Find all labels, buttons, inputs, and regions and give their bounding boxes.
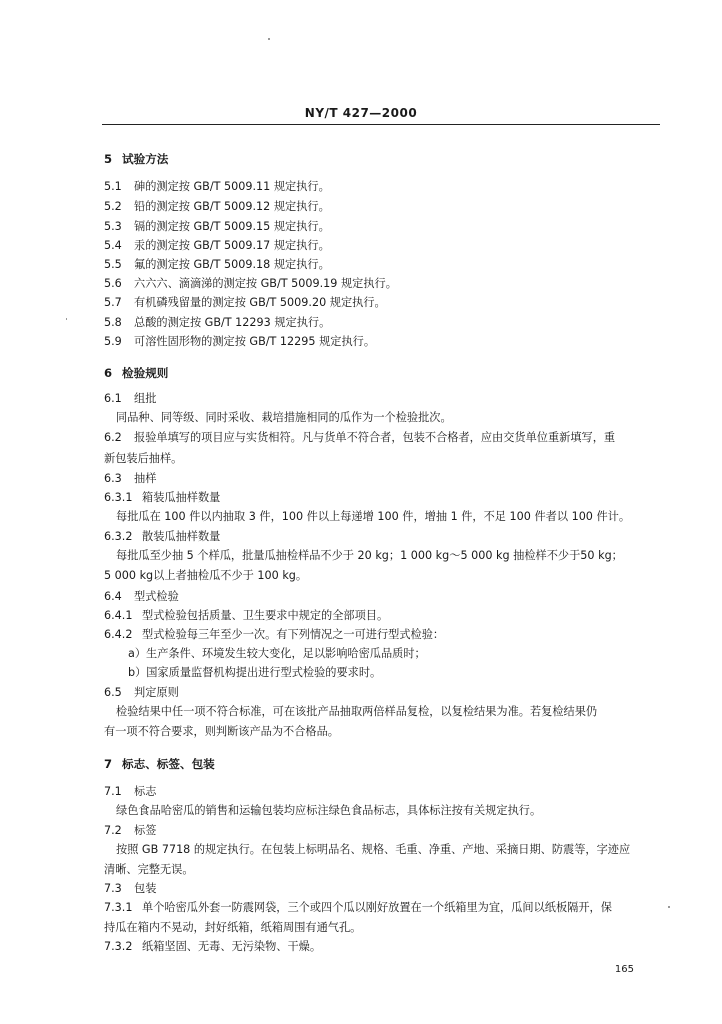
clause-6-1 [104, 392, 156, 406]
clause-6-3-2 [104, 530, 220, 544]
clause-5-8 [104, 316, 330, 330]
clause-number: 5.8 [104, 316, 122, 329]
clause-text: 型式检验包括质量、卫生要求中规定的全部项目。 [142, 609, 389, 622]
clause-7-2-cont: 清晰、完整无误。 [104, 863, 194, 876]
clause-number: 6.3.1 [104, 491, 133, 504]
section-7-heading [104, 757, 215, 771]
clause-text: 六六六、滴滴涕的测定按 GB/T 5009.19 规定执行。 [134, 277, 397, 290]
clause-text: 镉的测定按 GB/T 5009.15 规定执行。 [134, 220, 330, 233]
clause-7-3-1-cont: 持瓜在箱内不晃动，封好纸箱，纸箱周围有通气孔。 [104, 921, 362, 934]
clause-number: 6.4.1 [104, 609, 133, 622]
clause-6-3-1 [104, 491, 220, 505]
clause-6-4 [104, 590, 179, 604]
clause-6-4-1 [104, 609, 388, 623]
scan-speck [268, 38, 270, 40]
clause-title: 标签 [134, 824, 157, 837]
clause-6-3-2-body: 每批瓜至少抽 5 个样瓜，批量瓜抽检样品不少于 20 kg；1 000 kg～5 000 kg 抽检样不少于50 kg； [116, 549, 623, 562]
clause-title: 散装瓜抽样数量 [142, 530, 221, 543]
list-item-a: a）生产条件、环境发生较大变化，足以影响哈密瓜品质时； [128, 647, 426, 660]
clause-number: 6.3 [104, 472, 122, 485]
clause-7-1-body: 绿色食品哈密瓜的销售和运输包装均应标注绿色食品标志，具体标注按有关规定执行。 [116, 804, 542, 817]
clause-title: 型式检验 [134, 590, 179, 603]
clause-5-5 [104, 258, 330, 272]
scan-speck [668, 906, 670, 908]
page-number: 165 [614, 964, 634, 975]
clause-number: 5.7 [104, 296, 122, 309]
clause-number: 6.4.2 [104, 628, 133, 641]
clause-title: 包装 [134, 882, 157, 895]
clause-text: 报验单填写的项目应与实货相符。凡与货单不符合者，包装不合格者，应由交货单位重新填写，重 [134, 431, 616, 444]
clause-title: 抽样 [134, 472, 157, 485]
clause-text: 纸箱坚固、无毒、无污染物、干燥。 [142, 940, 322, 953]
section-6-heading [104, 366, 168, 380]
clause-text: 型式检验每三年至少一次。有下列情况之一可进行型式检验： [142, 628, 445, 641]
clause-7-2 [104, 824, 156, 838]
clause-number: 5.3 [104, 220, 122, 233]
clause-number: 6.3.2 [104, 530, 133, 543]
clause-number: 5.1 [104, 180, 122, 193]
clause-number: 5.4 [104, 239, 122, 252]
clause-7-3-1 [104, 901, 612, 915]
clause-number: 6.1 [104, 392, 122, 405]
clause-number: 7.2 [104, 824, 122, 837]
section-title: 试验方法 [122, 152, 169, 166]
clause-6-3 [104, 472, 156, 486]
clause-text: 砷的测定按 GB/T 5009.11 规定执行。 [134, 180, 330, 193]
section-number: 5 [104, 152, 113, 166]
clause-6-3-1-body: 每批瓜在 100 件以内抽取 3 件，100 件以上每递增 100 件，增抽 1 件，不足 100 件者以 100 件计。 [116, 510, 631, 523]
section-number: 7 [104, 757, 113, 771]
clause-number: 6.4 [104, 590, 122, 603]
clause-number: 7.1 [104, 785, 122, 798]
scan-speck [66, 318, 67, 320]
clause-5-7 [104, 296, 386, 310]
clause-7-1 [104, 785, 156, 799]
clause-6-3-2-cont: 5 000 kg以上者抽检瓜不少于 100 kg。 [104, 569, 308, 582]
clause-5-9 [104, 335, 375, 349]
clause-title: 标志 [134, 785, 157, 798]
running-header: NY/T 427—2000 [304, 106, 418, 120]
section-title: 标志、标签、包装 [122, 757, 215, 771]
clause-number: 5.5 [104, 258, 122, 271]
clause-7-2-body: 按照 GB 7718 的规定执行。在包装上标明品名、规格、毛重、净重、产地、采摘日期、防震等，字迹应 [116, 843, 631, 856]
clause-6-2-cont: 新包装后抽样。 [104, 452, 183, 465]
clause-title: 组批 [134, 392, 157, 405]
clause-6-4-2 [104, 628, 444, 642]
clause-6-5 [104, 686, 179, 700]
section-5-heading [104, 152, 168, 166]
clause-text: 汞的测定按 GB/T 5009.17 规定执行。 [134, 239, 330, 252]
clause-5-4 [104, 239, 330, 253]
clause-number: 6.5 [104, 686, 122, 699]
clause-number: 7.3.1 [104, 901, 133, 914]
clause-number: 5.6 [104, 277, 122, 290]
clause-6-5-body: 检验结果中任一项不符合标准，可在该批产品抽取两倍样品复检，以复检结果为准。若复检结果仍 [116, 705, 598, 718]
clause-6-1-body: 同品种、同等级、同时采收、栽培措施相同的瓜作为一个检验批次。 [116, 411, 452, 424]
clause-6-5-cont: 有一项不符合要求，则判断该产品为不合格品。 [104, 725, 339, 738]
clause-number: 7.3.2 [104, 940, 133, 953]
clause-5-2 [104, 200, 330, 214]
clause-7-3 [104, 882, 156, 896]
clause-text: 有机磷残留量的测定按 GB/T 5009.20 规定执行。 [134, 296, 386, 309]
clause-text: 氟的测定按 GB/T 5009.18 规定执行。 [134, 258, 330, 271]
clause-number: 5.9 [104, 335, 122, 348]
section-number: 6 [104, 366, 113, 380]
clause-6-2 [104, 431, 615, 445]
clause-text: 单个哈密瓜外套一防震网袋，三个或四个瓜以刚好放置在一个纸箱里为宜，瓜间以纸板隔开，保 [142, 901, 612, 914]
clause-title: 箱装瓜抽样数量 [142, 491, 221, 504]
clause-text: 可溶性固形物的测定按 GB/T 12295 规定执行。 [134, 335, 376, 348]
clause-number: 6.2 [104, 431, 122, 444]
clause-text: 铅的测定按 GB/T 5009.12 规定执行。 [134, 200, 330, 213]
clause-text: 总酸的测定按 GB/T 12293 规定执行。 [134, 316, 331, 329]
header-rule [102, 124, 660, 125]
clause-number: 7.3 [104, 882, 122, 895]
clause-number: 5.2 [104, 200, 122, 213]
clause-7-3-2 [104, 940, 321, 954]
clause-5-1 [104, 180, 330, 194]
clause-5-3 [104, 220, 330, 234]
section-title: 检验规则 [122, 366, 169, 380]
clause-5-6 [104, 277, 397, 291]
clause-title: 判定原则 [134, 686, 179, 699]
list-item-b: b）国家质量监督机构提出进行型式检验的要求时。 [128, 666, 382, 679]
